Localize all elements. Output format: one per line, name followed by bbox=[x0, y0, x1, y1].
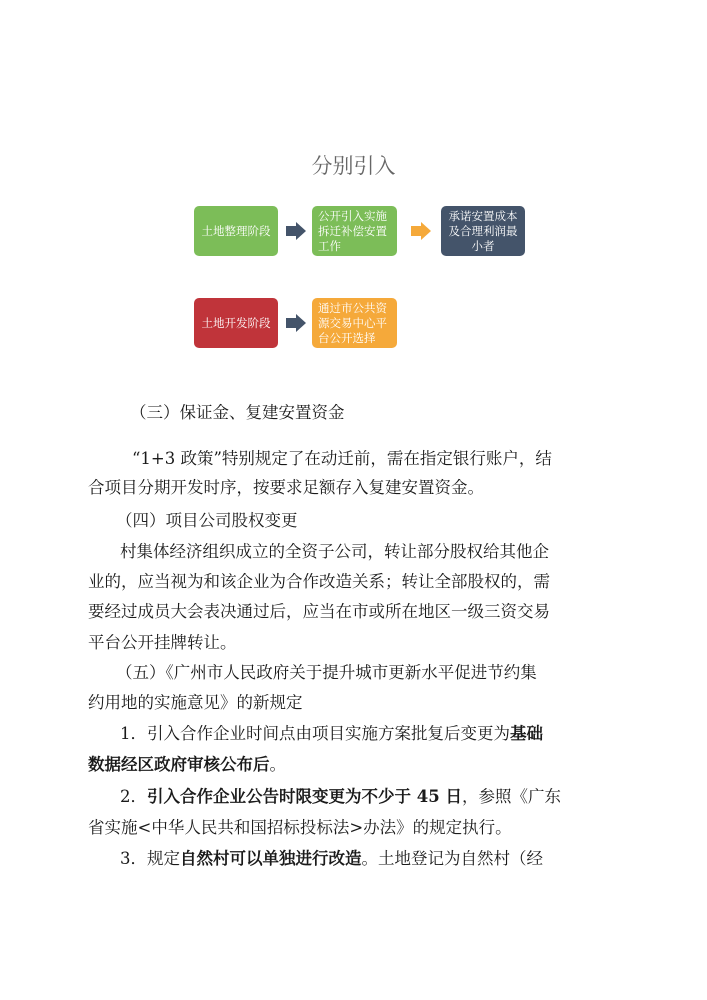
paragraph-line: 合项目分期开发时序，按要求足额存入复建安置资金。 bbox=[88, 478, 484, 497]
list-item-2-cont: 省实施<中华人民共和国招标投标法>办法》的规定执行。 bbox=[88, 818, 512, 837]
list-item-1: 1．引入合作企业时间点由项目实施方案批复后变更为基础 bbox=[120, 724, 543, 743]
emphasis: 自然村可以单独进行改造 bbox=[180, 849, 362, 868]
stage-box-land-development bbox=[194, 298, 278, 348]
paragraph-line: 要经过成员大会表决通过后，应当在市或所在地区一级三资交易 bbox=[88, 602, 550, 621]
section-heading-3: （三）保证金、复建安置资金 bbox=[130, 403, 345, 422]
step-box-relocation bbox=[312, 206, 397, 256]
arrow-right-icon bbox=[411, 222, 431, 240]
emphasis: 基础 bbox=[510, 724, 543, 743]
list-item-2: 2．引入合作企业公告时限变更为不少于 45 日，参照《广东 bbox=[120, 787, 561, 806]
step-label: 通过市公共资源交易中心平台公开选择 bbox=[318, 300, 387, 345]
section-heading-5-cont: 约用地的实施意见》的新规定 bbox=[88, 693, 303, 712]
paragraph-line: 村集体经济组织成立的全资子公司，转让部分股权给其他企 bbox=[120, 542, 549, 561]
stage-box-land-preparation bbox=[194, 206, 278, 256]
step-label: 公开引入实施拆迁补偿安置工作 bbox=[318, 208, 387, 253]
arrow-right-icon bbox=[286, 314, 306, 332]
emphasis: 引入合作企业公告时限变更为不少于 45 日 bbox=[147, 787, 462, 806]
stage-label: 土地整理阶段 bbox=[201, 223, 271, 238]
section-heading-5: （五）《广州市人民政府关于提升城市更新水平促进节约集 bbox=[116, 663, 537, 682]
step-box-public-selection bbox=[312, 298, 397, 348]
emphasis: 数据经区政府审核公布后 bbox=[88, 755, 270, 774]
result-label: 承诺安置成本及合理利润最小者 bbox=[448, 208, 518, 253]
list-item-3: 3．规定自然村可以单独进行改造。土地登记为自然村（经 bbox=[120, 849, 543, 868]
section-heading-4: （四）项目公司股权变更 bbox=[116, 511, 298, 530]
result-box-lowest-cost bbox=[441, 206, 525, 256]
paragraph-line: “1+3 政策”特别规定了在动迁前，需在指定银行账户，结 bbox=[132, 449, 552, 468]
list-item-1-cont: 数据经区政府审核公布后。 bbox=[88, 755, 286, 774]
arrow-right-icon bbox=[286, 222, 306, 240]
stage-label: 土地开发阶段 bbox=[201, 315, 271, 330]
paragraph-line: 业的，应当视为和该企业为合作改造关系；转让全部股权的，需 bbox=[88, 572, 550, 591]
paragraph-line: 平台公开挂牌转让。 bbox=[88, 633, 237, 652]
diagram-title: 分别引入 bbox=[311, 154, 396, 178]
